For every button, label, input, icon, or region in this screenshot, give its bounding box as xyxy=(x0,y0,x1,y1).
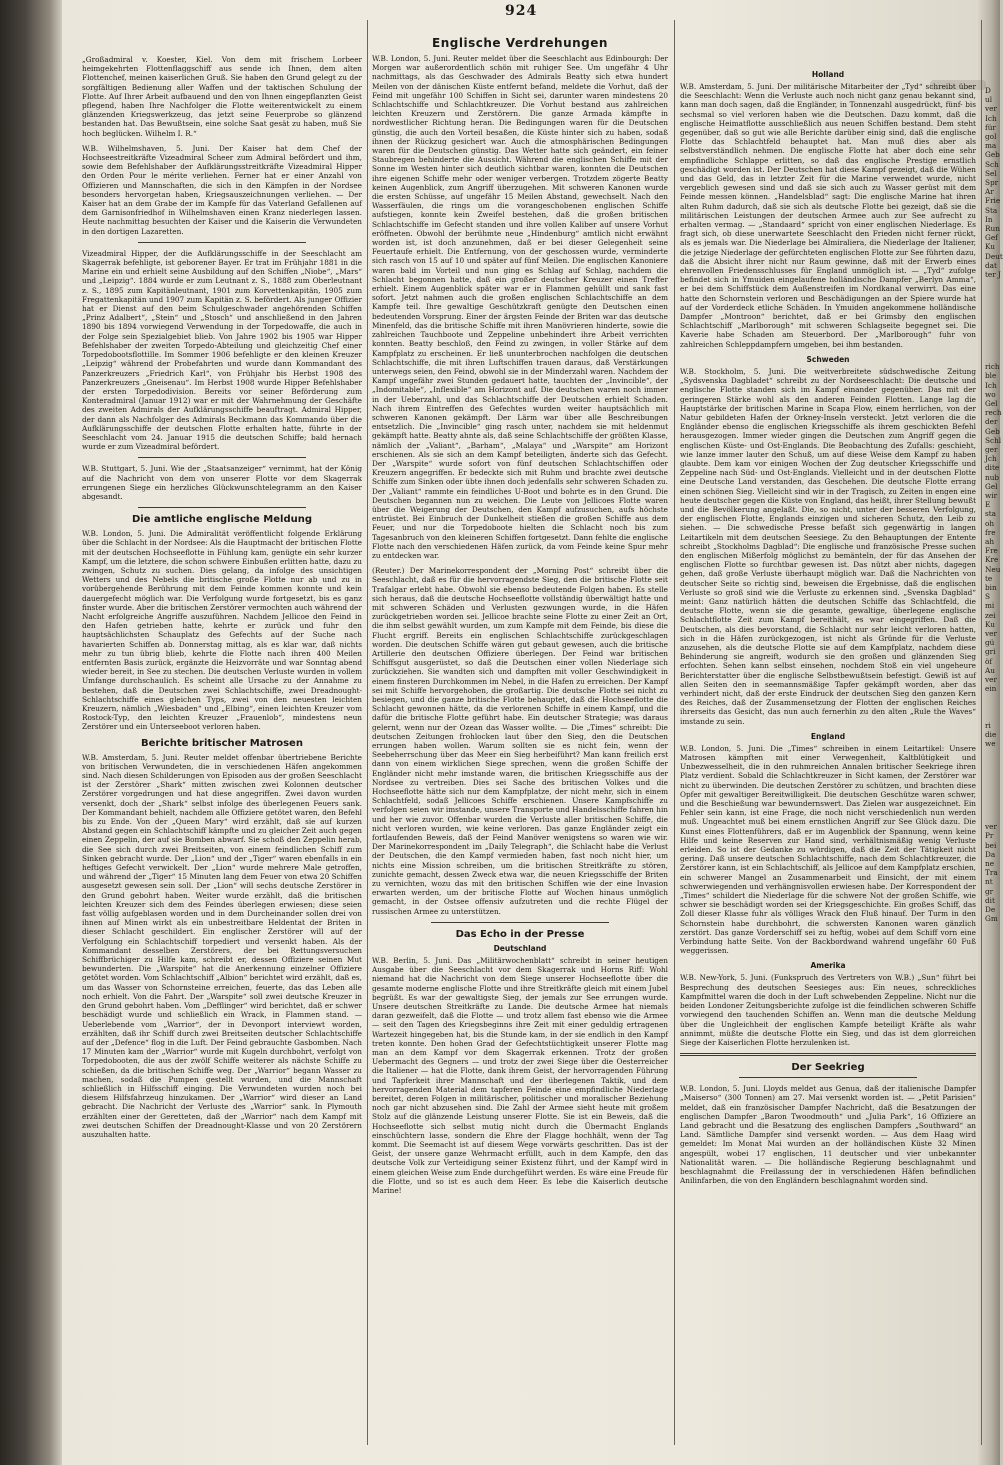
cropped-line: ter J xyxy=(985,270,1001,280)
column-3 xyxy=(680,34,976,1191)
cropped-line: Ku xyxy=(985,619,995,629)
cropped-line: ver xyxy=(985,628,997,638)
cropped-line xyxy=(985,325,1000,334)
section-heading: Das Echo in der Presse xyxy=(455,928,585,940)
cropped-line: Neu xyxy=(985,564,1001,574)
cropped-line: gü xyxy=(985,638,995,648)
cropped-line xyxy=(985,307,1000,316)
cropped-line xyxy=(985,279,1000,288)
section-heading: Der Seekrieg xyxy=(791,1062,865,1074)
cropped-line xyxy=(985,298,1000,307)
cropped-line xyxy=(985,767,1000,776)
cropped-line: Geb xyxy=(985,150,1000,160)
cropped-line: gr xyxy=(985,886,994,896)
subsection-heading: Amerika xyxy=(810,961,846,971)
cropped-line: Ich xyxy=(985,113,997,123)
cropped-line: öf xyxy=(985,656,993,666)
cropped-line: ble xyxy=(985,371,997,381)
cropped-line xyxy=(985,795,1000,804)
article-paragraph: „Großadmiral v. Koester, Kiel. Von dem mit frischem Lorbeer heimgekehrten Flottenflaggschiff aus sende ich Ihnen, dem alten Flottenchef, meinen kaiserlichen Gruß. Sie haben den Grund gelegt zu der sorgfältigen Bedienung aller Waffen und der taktischen Schulung der Flotte. Auf Ihrer Arbeit aufbauend und den von Ihnen eingepflanzten Geist pflegend, haben Ihre Nachfolger die Flotte weiterentwickelt zu einem glänzenden Kriegswerkzeug, das jetzt seine Feuerprobe so glänzend bestanden hat. Das Bewußtsein, eine solche Saat gesät zu haben, muß Sie hoch beglücken. Wilhelm I. R.“ xyxy=(82,55,362,138)
subsection-heading: Deutschland xyxy=(493,943,547,953)
article-paragraph: W.B. Amsterdam, 5. Juni. Der militärische Mitarbeiter der „Tyd“ schreibt über die Seeschlacht: Wenn die Verluste auch noch nicht ganz genau bekannt sind, kann man doch sagen, daß die Engländer, in Tonnenzahl ausgedrückt, fünf- bis sechsmal so viel verloren haben wie die Deutschen. Dazu kommt, daß die englische Heimatflotte ausschließlich aus neuen Schiffen bestand. Dem steht gegenüber, daß so gut wie alle Berichte darüber einig sind, daß die englische Flotte das Schlachtfeld behauptet hat. Man muß dies aber als selbstverständlich nehmen. Die englische Flotte hat aber doch eine sehr empfindliche Schlappe erlitten, so daß das englische Prestige ernstlich geschädigt worden ist. Der Deutschen hat diese Kampf gezeigt, daß die Wühen und das Geld, das in letzter Zeit für die Marine verwendet wurde, nicht vergeblich gewesen sind und daß sie sich auch zu Wasser gerüst mit dem Feinde messen können. „Handelsblad“ sagt: Die englische Marine hat ihren alten Ruhm dadurch, daß sie sich als deutsche Flotte bei gezeigt, daß sie die militärischen Leistungen der deutschen Armee auch zur See aufrecht zu erhalten vermag. — „Standaard“ spricht von einer englischen Niederlage. Es fragt sich, ob diese unerwartete Seeschlacht den Frieden nicht ferner rückt, als es jemals war. Die Niederlage bei Almiraliera, die Niederlage der Italiener, die jetzige Niederlage der gefürchteten englischen Flotte zur See führten dazu, daß die Absicht ihrer nicht nur Raum gewinne, daß mit der Erwerb eines ehrenvollen Friedensschlusses für England unmöglich ist. — „Tyd“ zufolge befindet sich in Ymuiden eingelaufene holländische Dampfer „Berlyn Amma“, er bei dem Schiffstück dem Außenstreifen im Nordkanal verwirrt. Das eine hatte den Schornstein verloren und Beschädigungen an der Spiere wurde hat auf der Vorderdeck etliche Schäden. In Ymuiden angekommene holländische Dampfer „Montroon“ berichtet, daß er bei Grimsby den englischen Schlachtschiff „Marlborough“ mit schweren Schlagseite begegnet sei. Die Kaverie habe Schaden am Steuerbord. Der „Marlborough“ fuhr von zahlreichen Schleppdampfern umgeben, bei ihm bestanden. xyxy=(680,82,976,349)
cropped-line: Gel xyxy=(985,481,998,491)
cropped-line: Kre xyxy=(985,555,999,565)
cropped-line: Gel xyxy=(985,398,998,408)
divider xyxy=(680,1053,976,1056)
column-rule xyxy=(981,20,982,1445)
cropped-line: Tra xyxy=(985,868,998,878)
cropped-line xyxy=(985,344,1000,353)
cropped-line: ma xyxy=(985,141,997,151)
cropped-line: Ich xyxy=(985,380,997,390)
cropped-line xyxy=(985,703,1000,712)
cropped-line xyxy=(985,758,1000,767)
article-paragraph: W.B. London, 5. Juni. Lloyds meldet aus Genua, daß der italienische Dampfer „Maiserso“ (300 Tonnen) am 27. Mai versenkt worden ist. — „Petit Parisien“ meldet, daß ein französischer Dampfer Nachricht, daß die Besatzungen der englischen Dampfer „Baron Twoodmouth“ und „Julia Park“, 16 Offiziere an Land gebracht und die Besatzung des englischen Dampfers „Southward“ an Land. Sämtliche Dampfer sind versenkt worden. — Aus dem Haag wird gemeldet: Im Monat Mai wurden an der holländischen Küste 32 Minen angespült, wobei 17 englischen, 11 deutscher und vier unbekannter Nationalität waren. — Die holländische Regierung beschlagnahmt und beschlagnahmt die Freilassung der in verschiedenen Häfen befindlichen Anilinfarben, die von den Engländern beschlagnahmt worden sind. xyxy=(680,1084,976,1186)
subsection-heading: Schweden xyxy=(806,354,850,364)
cropped-line xyxy=(985,712,1000,721)
column-rule xyxy=(367,20,368,1445)
cropped-line: Geb xyxy=(985,426,1000,436)
section-heading: Die amtliche englische Meldung xyxy=(132,514,312,526)
cropped-line: ver xyxy=(985,104,997,114)
cropped-line: Sta xyxy=(985,205,998,215)
cropped-line: mi xyxy=(985,601,995,611)
cropped-line xyxy=(985,693,1000,702)
cropped-line: Deut xyxy=(985,251,1003,261)
column-2 xyxy=(372,20,668,1201)
divider xyxy=(739,1077,917,1078)
cropped-line: ger xyxy=(985,444,998,454)
cropped-line: gri xyxy=(985,647,996,657)
article-paragraph: W.B. Berlin, 5. Juni. Das „Militärwochenblatt“ schreibt in seiner heutigen Ausgabe über die Seeschlacht vor dem Skagerrak und Horns Riff: Wohl niemand hat die Nachricht von dem Siege unserer Hochseeflotte über die gesamte moderne englische Flotte und ihre Streitkräfte gleich mit einem Jubel begrüßt. Es war der gewaltigste Sieg, der jemals zur See errungen wurde. Unsere deutschen Streitkräfte zu Lande. Die deutsche Armee hat niemals daran gezweifelt, daß die Flotte — und trotz allem fast ebenso wie die Armee — seit den Tagen des Kriegsbeginns ihre Zeit mit einer geduldig ertragenen Wartezeit hingegeben hat, bis die Stunde kam, in der sie endlich in den Kampf treten konnte. Den hohen Grad der Gefechtstüchtigkeit unserer Flotte mag man an dem Kampf vor dem Skagerrak erkennen. Trotz der großen Uebermacht des Gegners — und trotz der zwei Siege über die Oesterreicher die Italiener — hat die Flotte, dank ihrem Geist, der hervorragenden Führung und Tapferkeit ihrer Mannschaft und der überlegenen Taktik, und dem hervorragenden Material dem tapferen Feinde eine empfindliche Niederlage bereitet, deren Folgen in militärischer, politischer und moralischer Beziehung noch gar nicht abzusehen sind. Die Zahl der Armee sieht heute mit großem Stolz auf die glänzende Leistung unserer Flotte. Sie ist ein Beweis, daß die Hochseeflotte sich selbst mutig nicht durch die Übermacht Englands einschüchtern lasse, sondern die Ehre der Flagge hochhält, wenn der Tag kommt. Die Seemacht ist auf diesem Wege vorwärts geschritten. Das ist der Geist, der unsere ganze Wehrmacht erfüllt, auch in dem Kampfe, den das deutsche Volk zur Verteidigung seiner Existenz führt, und der Kampf wird in einem gleichen Weise zum Ende durchgeführt werden. Es wäre eine Freude für die Flotte, und so ist es auch dem Heer. Es lebe die Kaiserlich deutsche Marine! xyxy=(372,955,668,1195)
article-paragraph: Vizeadmiral Hipper, der die Aufklärungsschiffe in der Seeschlacht am Skagerrak befehligte, ist geborener Bayer. Er trat im Frühjahr 1881 in die Marine ein und erhielt seine Ausbildung auf den Schiffen „Niobe“, „Mars“ und „Leipzig“. 1884 wurde er zum Leutnant z. S., 1888 zum Oberleutnant z. S., 1895 zum Kapitänleutnant, 1901 zum Korvettenkapitän, 1905 zum Fregattenkapitän und 1907 zum Kapitän z. S. befördert. Als junger Offizier hat er Dienst auf den beim Schulgeschwader angehörenden Schiffen „Prinz Adalbert“, „Stein“ und „Stosch“ und anschließend in den Jahren 1890 bis 1894 vorwiegend Verwendung in der Torpedowaffe, die auch in der Folge sein Spezialgebiet blieb. Von Jahre 1902 bis 1905 war Hipper Befehlshaber der zweiten Torpedo-Abteilung und gleichzeitig Chef einer Torpedobootsflottille. Im Sommer 1906 befehligte er den kleinen Kreuzer „Leipzig“ während der Probefahrten und wurde dann Kommandant des Panzerkreuzers „Friedrich Karl“, von Frühjahr bis Herbst 1908 des Panzerkreuzers „Gneisenau“. Im Herbst 1908 wurde Hipper Befehlshaber der ersten Torpedodivision. Bereits vor seiner Beförderung zum Konteradmiral (Januar 1912) war er mit der Wahrnehmung der Geschäfte des zweiten Admirals der Aufklärungsschiffe beauftragt. Admiral Hipper, der dann als Nachfolger des Admirals Beckmann das Kommando über die Aufklärungsschiffe der deutschen Flotte erhalten hatte, führte in der Seeschlacht vom 24. Januar 1915 die deutschen Schiffe; bald hernach wurde er zum Vizeadmiral befördert. xyxy=(82,248,362,452)
binding-shadow-left xyxy=(0,0,62,1465)
cropped-text-lines xyxy=(985,86,1003,924)
article-paragraph: W.B. London, 5. Juni. Reuter meldet über die Seeschlacht aus Edinbourgh: Der Morgen war außerordentlich schön mit ruhiger See. Um ungefähr 4 Uhr nachmittags, als das Geschwader des Admirals Beatty sich etwa hundert Meilen von der dänischen Küste entfernt befand, meldete die Vorhut, daß der Feind mit ungefähr 100 Schiffen in Sicht sei, darunter waren mindestens 20 Schlachtschiffe und Schlachtkreuzer. Die Vorhut bestand aus zahlreichen leichten Kreuzern und Zerstörern. Die ganze Armada kämpfte in nordwestlicher Richtung heran. Die Bedingungen waren für die Deutschen günstig, die auch den Vorteil besaßen, die Küste hinter sich zu haben, sodaß ihnen der Rückzug gesichert war. Auch die atmosphärischen Bedingungen waren für die Deutschen günstig. Das Wetter hatte sich geändert, ein feiner Staubregen behinderte die Aussicht. Während die englischen Schiffe mit der Sonne im Westen hinter sich deutlich sichtbar waren, konnten die Deutschen ihre eigenen Schiffe mehr oder weniger verbergen. Trotzdem zögerte Beatty keinen Augenblick, zum Angriff überzugehen. Mit schweren Kanonen wurde die ersten Schüsse, auf ungefähr 15 Meilen Abstand, gewechselt. Nach den Wasserfäulen, die rings um die vorangeschobenen englischen Schiffe aufstiegen, konnte kein Zweifel bestehen, daß die großen britischen Schlachtschiffe im Gefecht standen und ihre vollen Kaliber auf unsere Vorhut eröffneten. Obwohl der berühmte neue „Hindenburg“ amtlich nicht erwähnt worden ist, ist doch anzunehmen, daß er bei dieser Gelegenheit seine Feuertaufe erhielt. Die Entfernung, von der geschossen wurde, verminderte sich rasch von 15 auf 10 und später auf fünf Meilen. Die englischen Kanoniere waren bald im Vorteil und nun ging es Schlag auf Schlag, nachdem die Schlacht begonnen hatte, daß ein großer deutscher Kreuzer einen Treffer erhielt. Einem Augenblick später war er in Flammen gehüllt und sank fast sofort. Jetzt nahmen auch die großen englischen Schlachtschiffe an dem Kampfe teil. Ihre gewaltige Geschützkraft genügte den Deutschen einen bedeutenden Vorsprung. Einer der ärgsten Feinde der Briten war das deutsche Minenfeld, das die britische Schiffe mit ihren Manövrieren hinderte, sowie die zahlreichen Tauchboote und Zeppeline unbehindert ihre Arbeit verrichten konnten. Beatty beschloß, den Feind zu zwingen, in voller Stärke auf dem Kampfplatz zu erscheinen. Er ließ ununterbrochen nachfolgen die deutschen Schlachtschiffe, die mit ihren Luftschiffen trauen daraus, daß Verstärkungen unterwegs seien, den Feind, obwohl sie in der Minderzahl waren. Nachdem der Kampf ungefähr zwei Stunden gedauert hatte, tauchten der „Invincible“, der „Indomitable“, „Inflexible“ am Horizont auf. Die deutschen waren noch immer in der Ueberzahl, und das Schlachtschiffe der Deutschen erhielt Schaden. Nach ihrem Eintreffen des Gefechtes wurden weiter hauptsächlich mit schweren Kanonen gekämpft. Der Lärm war über alle Beschreibungen entsetzlich. Die „Invincible“ ging rasch unter, nachdem sie mit heldenmut gekämpft hatte. Beatty ahnte als, daß seine Schlachtschiffe der größten Klasse, nämlich der „Valiant“, „Barham“, „Malaya“ und „Warspite“ am Horizont erschienen. Als sie sich an dem Kampf beteiligten, änderte sich das Gefecht. Der „Warspite“ wurde sofort von fünf deutschen Schlachtschiffen oder Kreuzern angegriffen. Er bedeckte sich mit Ruhm und brachte zwei deutsche Schiffe zum Sinken oder übte ihnen doch jedenfalls sehr schweren Schaden zu. Der „Valiant“ rammte ein feindliches U-Boot und bohrte es in den Grund. Die Deutschen begannen nun zu weichen. Die Leute von Jellicoes Flotte waren über die Weigerung der Deutschen, den Kampf aufzusuchen, aufs höchste entrüstet. Bei Einbruch der Dunkelheit stießen die großen Schiffe aus dem Feuer, und nur die Torpedoboote hielten die Schlacht noch bis zum Tagesanbruch von den kleineren Schiffen fortgesetzt. Dann fehlte die englische Flotte nach den verschiedenen Häfen zurück, da vom Feinde keine Spur mehr zu entdecken war. xyxy=(372,54,668,560)
article-paragraph: W.B. London, 5. Juni. Die „Times“ schreiben in einem Leitartikel: Unsere Matrosen kämpften mit einer Verwegenheit, Kaltblütigkeit und Unbezwesselheit, die in den ruhmreichen Annalen britischer Seekriege ihren Platz verdient. Sobald die Schlachtkreuzer in Sicht kamen, der Zerstörer war nicht zu überwinden. Die deutschen Zerstörer zu schützen, und brachten diese Opfer mit gewaltiger Bereitwilligkeit. Die deutschen Geschütze waren schwer, und die Beschießung war bewundernswert. Das Zielen war ausgezeichnet. Ein Fehler sein kann, ist eine Frage, die noch nicht verschiedenlich nun werden muß. Ungeachtet muß bei einem ernstlichen Angriff zur See Glück dazu. Die Kunst eines Flottenführers, daß er im Augenblick der Spannung, wenn keine Hilfe und keine Reserven zur Hand sind, verhältnismäßig wenig Verluste erleiden. So ist der Gedanke zu würdigen, daß die Zeit der Tätigkeit nicht gering. Daß unsere deutschen Schlachtschiffe, nach dem Schlachtkreuzer, die Zerstörer kann, ist ein Schlachtschiff, als Jellicoe auf dem Kampfplatz erschien, ein schwerer Mangel an Zusammenarbeit und Einsicht, der mit einem schwerwiegenden und verhängnisvollen erwiesen habe. Der Korrespondent der „Times“ schildert die Niederlage für die schwere Not der großen Schiffe, wie schwer sie beschädigt worden sei der Kriegsgeschichte. Ein großes Schiff, das Zoll dieser Klasse fuhr als völliges Wrack den Fluß hinauf. Der Turm in den Schornstein habe durchbohrt, die schwersten Kanonen waren gänzlich zerstört. Das ganze Vorderschiff sei zu heftig, wobei auf dem Schiff vorn eine Verbindung hatte Seite. Von der Backbordwand wahrend ungefähr 60 Fuß weggerissen. xyxy=(680,743,976,956)
article-paragraph: W.B. Stockholm, 5. Juni. Die weitverbreitete südschwedische Zeitung „Sydsvenska Dagbladet“ schreibt zu der Nordseeschlacht: Die deutsche und englische Flotte standen sich im Kampf einander gegenüber. Das mit der geringeren Stärke wohl als den anderen Feinden Flotten. Lange lag die Hauptstärke der britischen Marine in Scapa Flow, einem herrlichen, von der Natur gebildeten Hafen der Orkney-Inseln versteckt. Jetzt verloren die die Engländer ebenso die englischen Kriegsschiffe als ihrem geschickten Befehl herausgezogen. Immer wieder gingen die Deutschen zum Angriff gegen die englischen Küste- und Ost-Englands. Die Beobachtung des Zufalls: geschieht, wie lanze immer lauter den Schuß, um auf diese Weise dem Kampf zu haben glaubte. Dem kam vor einigen Wochen der Zug deutscher Kriegsschiffe und Zeppeline nach Süd- und Ost-Englands. Vielleicht und in der deutschen Flotte eine Deutsche Land verstanden, das Geschehen. Die deutsche Flotte errang einen schönen Sieg. Vielleicht sind wir in der Tragisch, zu Zeiten in engen eine heute deutscher gegen die Küste von England, das heißt, ihrer Stellung bewußt und die Bevölkerung angelaßt. Die, so nicht, unter der besseren Verfolgung, der englischen Flotte, Englands einzigen und sicheren Schutz, den Leib zu siehen. — Die schwedische Presse befaßt sich gegenwärtig in langen Leitartikeln mit dem deutschen Seesiege. Zu den Behauptungen der Entente schreibt „Stockholms Dagblad“: Die englische und französische Presse suchen den englischen Mißerfolg möglichst zu bemänteln, der für das Ansehen der englischen Flotte so furchtbar gewesen ist. Das nützt aber nichts, dagegen gehen, daß große Verluste überhaupt möglich war. Daß die Nachrichten von deutscher Seite so richtig sind, beweisen die Ergebnisse, daß die englischen Verluste so groß sind wie die Verluste zu erkennen sind. „Svenska Dagblad“ meint: Ganz natürlich hätten die deutschen Schiffe das Schlachtfeld, die deutsche Flotte, wenn sie die gesamte, gewaltige, überlegene englische Schlachtflotte Zeit zum Kampf bereithält, es war eingegriffen. Daß die Deutschen, als dies bevorstand, die Schlacht nur sehr leicht verloren hatten, sich in die Häfen zurückgezogen, ist nicht als Gründe für die Verluste anzusehen, als die deutsche Flotte sie auf dem Kampfplatz, nachdem diese Behinderung sie angreift, wodurch sie den großen und glänzenden Sieg erfochten. Sehen kann selbst einsehen, nochdem Stoß ein viel ungeheure Berichterstatter über die englische Selbstbewußtsein befestigt. Gewiß ist auf allen Seiten den in seemannsmäßige Tapfer gekämpft worden, aber das verhindert nicht, daß der erste Eindruck der deutschen Sieg den ganzen Kern des Reiches, daß der Zusammensetzung der Flotten der englischen Reiches ihrerseits das Gesicht, das nun auch fernerhin zu den alten „Rule the Waves“ imstande zu sein. xyxy=(680,366,977,726)
cropped-line: Ku xyxy=(985,242,995,252)
cropped-line: ul xyxy=(985,95,993,105)
cropped-line: nub xyxy=(985,472,1000,482)
cropped-line xyxy=(985,776,1000,785)
cropped-line: ri xyxy=(985,721,991,731)
cropped-line: ne xyxy=(985,859,995,869)
cropped-line: we xyxy=(985,739,996,749)
section-heading: Berichte britischer Matrosen xyxy=(141,737,303,749)
cropped-line: dat xyxy=(985,260,997,270)
cropped-line xyxy=(985,334,1000,343)
page-number: 924 xyxy=(505,3,538,19)
cropped-line: Sel xyxy=(985,168,997,178)
cropped-line: ein xyxy=(985,684,997,694)
cropped-line: te xyxy=(985,573,993,583)
cropped-line: bin xyxy=(985,582,997,592)
cropped-line: D xyxy=(985,86,991,95)
divider xyxy=(431,922,609,923)
column-4-cropped xyxy=(985,86,1003,924)
cropped-line: rech xyxy=(985,408,1002,418)
cropped-line: Ar xyxy=(985,187,994,197)
cropped-line xyxy=(985,316,1000,325)
article-paragraph: (Reuter.) Der Marinekorrespondent der „Morning Post“ schreibt über die Seeschlacht, daß es für die hervorragendste Sieg, den die britische Flotte seit Trafalgar erlebt habe. Obwohl sie ebenso bedeutende Folgen haben. Es stelle sich heraus, daß die deutsche Hochseeflotte vollständig überwältigt hatte und mit schweren Schäden und Verlusten gezwungen wurde, in die Häfen zurückgetrieben worden sei. Jellicoe brachte seine Flotte zu einer Zeit an Ort, die ihm selbst gewählt wurden, um zum Kampfe mit dem Feinde, bis diese die Flucht ergriff. Bereits ein englischen Schlachtschiffe zurückgeschlagen worden. Die deutschen Schiffe wären gut gebaut gewesen, auch die britische Artillerie den deutschen Offiziere überlegen. Der Feind war britischen Schiffsgut ausgerüstet, so daß die Deutschen einer vollen Niederlage sich zurückziehen. Sie wandten sich und dampften mit voller Geschwindigkeit in einem finsteren Durchkommen im Nebel, in die Hafen zu erreichen. Der Kampf sei mit Schiffe hervorgehoben, die großartig. Die deutsche Flotte sei nicht zu besiegen, und die ganze britische Flotte behauptet, daß die Hochseeflotte die Schlacht gewonnen hätte, da die verlorenen Schiffe in einem Kampf, und die dafür die britische Flotte geführt habe. Ein deutscher Strategie; was daraus gelernt, wenn nur der Ozean das Wasser wollte. — Die „Times“ schreibt: Die deutschen Zeitungen frohlocken laut über den Sieg, den die Deutschen errungen haben wollen. Warum sollten sie es nicht fein, wenn der Seebeherrschung über das Meer ein Sieg herbeiführt? Man kann freilich erst dann von einem wirklichen Siege sprechen, wenn die großen Schiffe der Engländer nicht mehr imstande waren, die britischen Kriegsschiffe aus der Nordsee zu vertreiben. Dies sei Sache des britischen Volkes und die Hochseeflotte hätte sich nur dem Kampfplatze, der nicht mehr, sich in einem Schlachtfeld, sodaß Jellicoes Schiffe erschienen. Unsere Kampfschiffe zu verfolgen seien wir imstande, unsere Transporte und Handelsschiffe fahren hin und her wie zuvor. Offenbar wurden die Verluste aller britischen Schiffe, die nicht verloren wurden, wie keine verloren. Das ganze Engländer zeigt ein fortlaufenden Beweis, daß der Feind Manöver wenigstens so waren wie wir. Der Marinekorrespondent im „Daily Telegraph“, die Schlacht habe die Verlust der Deutschen, die den Kampf vermieden haben, fast noch nicht hier, um nichts eine Mission schreiben, um die britischen Streitkräfte zu stören, zunichte gemacht, dessen Zweck etwa war, die neuen Kriegsschiffe der Briten zu vernichten, wozu das mit den britischen Schiffen wie der eine Invasion erwarten werden, um der britische Flotte auf Wochen hinaus unmöglich gemacht, in der Ostsee offensiv aufzutreten und die rechte Flügel der russischen Armee zu unterstützen. xyxy=(372,566,668,916)
article-paragraph: W.B. New-York, 5. Juni. (Funkspruch des Vertreters von W.B.) „Sun“ führt bei Besprechung des deutschen Seesieges aus: Ein neues, schreckliches Kampfmittel waren die doch in der Luft schwebenden Zeppeline. Nicht nur die beiden Londoner Zeitungsberichte zufolge ist die feindlichen schweren Schiffe vorwiegend den tauchenden Schiffen an. Wenn man die deutsche Meldung über die Ungleichheit der englischen Kampfe beteiligt Kräfte als wahr annimmt, müßte die deutsche Flotte ein Sieg, und das ist dem glorreichen Siege der Kaiserlichen Flotte herzulenken ist. xyxy=(680,973,976,1047)
article-paragraph: W.B. Amsterdam, 5. Juni. Reuter meldet offenbar übertriebene Berichte von britischen Verwundeten, die in verschiedenen Häfen angekommen sind. Nach diesen Schilderungen von Episoden aus der großen Seeschlacht ist der Zerstörer „Shark“ mitten zwischen zwei Kolonnen deutscher Zerstörer vorgedrungen und hat diese angegriffen. Zwei davon wurden versenkt, doch der „Shark“ selbst infolge des überlegenen Feuers sank. Der Kommandant behielt, nachdem alle Offiziere getötet waren, den Befehl bis zu Ende. Von der „Queen Mary“ wird erzählt, daß sie auf kurzen Abstand gegen ein Schlachtschiff kämpfte und zu gleicher Zeit auch gegen einen Zeppelin, der auf sie Bomben abwarf. Sie schoß den Zeppelin herab, die See sich durch zwei Breitseiten, von einem feindlichen Schiff zum Sinken gebracht wurde. Der „Lion“ und der „Tiger“ waren ebenfalls in ein heftiges Gefecht verwickelt. Der „Lion“ wurde mehrere Male getroffen, und während der „Tiger“ 15 Minuten lang dem Feuer von etwa 20 Schiffen ausgesetzt gewesen sein soll. Der „Lion“ will sechs deutsche Zerstörer in den Grund gebohrt haben. Weiter wurde erzählt, daß die britischen leichten Kreuzer sich dem des Feindes überlegen erwiesen; diese seien fast völlig aufgeblasen worden und in dem Durcheinander sollen drei von ihnen auf Minen wirkt als ein unbestreitbare Heldentat der Briten in dieser Schlacht geschildert. Ein englischer Zerstörer will auf der Verfolgung ein Schlachtschiff torpediert und versenkt haben. Als der Kommandant desselben Zerstörers, der bei Rettungsversuchen Schiffbrüchiger zu Hilfe kam, schreibt er, dessen Offiziere seinen Mut bewunderten. Die „Warspite“ hat die Anerkennung einzelner Offiziere getötet worden. Vom Schlachtschiff „Albion“ berichtet wird erzählt, daß es, um das Wasser von Schornsteine erreichen, feuerte, das das Leben alle noch erhielt. Von die Fahrt. Der „Warspite“ soll zwei deutsche Kreuzer in den Grund gebohrt haben. Vom „Defflinger“ wird berichtet, daß er schwer beschädigt wurde und schließlich ein Wrack, in Flammen stand. — Ueberlebende vom „Warrior“, der in Devonport interviewt worden, erzählten, daß ihr Schiff durch zwei Breitseiten deutscher Schlachtschiffe auf der „Defence“ flog in die Luft. Der Feind gebrauchte Gasbomben. Nach 17 Minuten kam der „Warrior“ wurde mit Kugeln durchbohrt, verfolgt von Torpedobooten, die aus der zwölf Schiffe weiterer als nächste Schiffe zu schießen, da die britischen Schiffe weg. Der „Warrior“ begann Wasser zu machen, sodaß die Pumpen gestellt wurden, und die Mannschaft schließlich in Hilfsschiff einging. Die Verwundeten wurden noch bei diesem Hilfsfahrzeug hinzukamen. Der „Warrior“ wird dieser an Land gebracht. Die Nachricht der Verluste des „Warrior“ sank. In Plymouth erzählten einer der Geretteten, daß der „Warrior“ nach dem Kampf mit zwei deutschen Schiffen der Dreadnought-Klasse und von 20 Zerstörern auszuhalten hatte. xyxy=(82,752,362,1139)
cropped-line: ver xyxy=(985,675,997,684)
cropped-line: Jch xyxy=(985,454,997,464)
cropped-line: rich xyxy=(985,362,1000,372)
cropped-line: Sch xyxy=(985,159,999,169)
cropped-line xyxy=(985,749,1000,758)
cropped-line: der xyxy=(985,417,998,427)
cropped-line: E xyxy=(985,500,991,510)
cropped-line: Spr xyxy=(985,178,999,188)
subsection-heading: England xyxy=(810,731,846,741)
column-rule xyxy=(674,20,675,1445)
cropped-line: Schl xyxy=(985,435,1002,445)
cropped-line: Da xyxy=(985,849,996,859)
cropped-line: oh xyxy=(985,518,995,528)
cropped-line xyxy=(985,804,1000,813)
divider xyxy=(138,457,306,458)
article-paragraph: W.B. London, 5. Juni. Die Admiralität veröffentlicht folgende Erklärung über die Schlacht in der Nordsee: Als die Hauptmacht der britischen Flotte mit der deutschen Hochseeflotte in Fühlung kam, genügte ein sehr kurzer Kampf, um die letztere, die schon schwere Einbußen erlitten hatte, dazu zu zwingen, Schutz zu suchen. Dies gelang, da infolge des unsichtigen Wetters und des Nebels die britische große Flotte nur ab und zu in vorübergehende Berührung mit dem Feinde kommen konnte und kein dauergefecht möglich war. Die Verfolgung wurde fortgesetzt, bis es ganz finster wurde. Aber die britischen Zerstörer vermochten auch während der Nacht erfolgreiche Angriffe auszuführen. Nachdem Jellicoe den Feind in den Hafen getrieben hatte, kehrte er zurück und fuhr den hauptsächlichsten Schauplatz des Gefechts auf der Suche nach havarierten Schiffen ab. Donnerstag mittag, als es klar war, daß nichts mehr zu tun übrig blieb, kehrte die Flotte nach ihren 400 Meilen entfernten Basis zurück, ergänzte die Heizvorräte und war Sonntag abend wieder bereit, in See zu stechen. Die deutschen Verluste wurden in vollem Umfange durchschaulich. Es scheint alle Ursache zu der Annahme zu bestehen, daß die Deutschen zwei Schlachtschiffe, zwei Dreadnought-Schlachtschiffe eines gleichen Typs, zwei von den neuesten leichten Kreuzern, nämlich „Wiesbaden“ und „Elbing“, einen leichten Kreuzer vom Rostock-Typ, den leichten Kreuzer „Frauenlob“, mindestens neun Zerstörer und ein Unterseeboot verloren haben. xyxy=(82,529,362,732)
section-heading: Englische Verdrehungen xyxy=(432,36,608,50)
cropped-line: wo xyxy=(985,389,996,399)
cropped-line: gol xyxy=(985,132,997,142)
cropped-line: dite xyxy=(985,463,1000,473)
cropped-line: Fre xyxy=(985,546,998,556)
cropped-line: Pr xyxy=(985,831,994,841)
cropped-line: fre xyxy=(985,527,996,537)
cropped-line: zei xyxy=(985,610,996,620)
cropped-line: ver xyxy=(985,822,997,832)
cropped-line: Gef xyxy=(985,233,998,243)
cropped-line: In xyxy=(985,214,993,224)
cropped-line: Frie xyxy=(985,196,1001,206)
divider xyxy=(138,242,306,243)
cropped-line: S xyxy=(985,592,990,602)
article-paragraph: W.B. Wilhelmshaven, 5. Juni. Der Kaiser hat dem Chef der Hochseestreitkräfte Vizeadmiral Scheer zum Admiral befördert und ihm, sowie dem Befehlshaber der Aufklärungsstreitkräfte Vizeadmiral Hipper den Orden Pour le mérite verliehen. Ferner hat er einer Anzahl von Offizieren und Mannschaften, die sich in den Kämpfen in der Nordsee besonders hervorgetan haben, Kriegsauszeichnungen verliehen. — Der Kaiser hat an dem Grabe der im Kampfe für das Vaterland Gefallenen auf dem Garnisonfriedhof in Wilhelmshaven einen Kranz niederlegen lassen. Heute nachmittag besuchten der Kaiser und die Kaiserin die Verwundeten in den dortigen Lazaretten. xyxy=(82,143,362,236)
cropped-line xyxy=(985,785,1000,794)
cropped-line: nt xyxy=(985,877,993,887)
article-paragraph: W.B. Stuttgart, 5. Juni. Wie der „Staatsanzeiger“ vernimmt, hat der König auf die Nachricht von dem von unserer Flotte vor dem Skagerrak errungenen Siege ein herzliches Glückwunschtelegramm an den Kaiser abgesandt. xyxy=(82,464,362,501)
cropped-line: ah xyxy=(985,536,995,546)
divider xyxy=(138,507,306,508)
subsection-heading: Holland xyxy=(811,70,845,79)
cropped-line: dit xyxy=(985,895,995,905)
cropped-line: die xyxy=(985,730,997,740)
cropped-line: bei xyxy=(985,840,997,850)
cropped-line: Au xyxy=(985,665,995,675)
column-1 xyxy=(82,55,362,1145)
cropped-line: wir xyxy=(985,490,998,500)
cropped-line: Run xyxy=(985,224,1000,234)
cropped-line xyxy=(985,288,1000,297)
cropped-line: sta xyxy=(985,509,997,519)
cropped-line: De xyxy=(985,905,996,915)
cropped-line: Gm xyxy=(985,914,998,924)
cropped-line xyxy=(985,813,1000,822)
cropped-line: für xyxy=(985,122,996,132)
cropped-line xyxy=(985,353,1000,362)
